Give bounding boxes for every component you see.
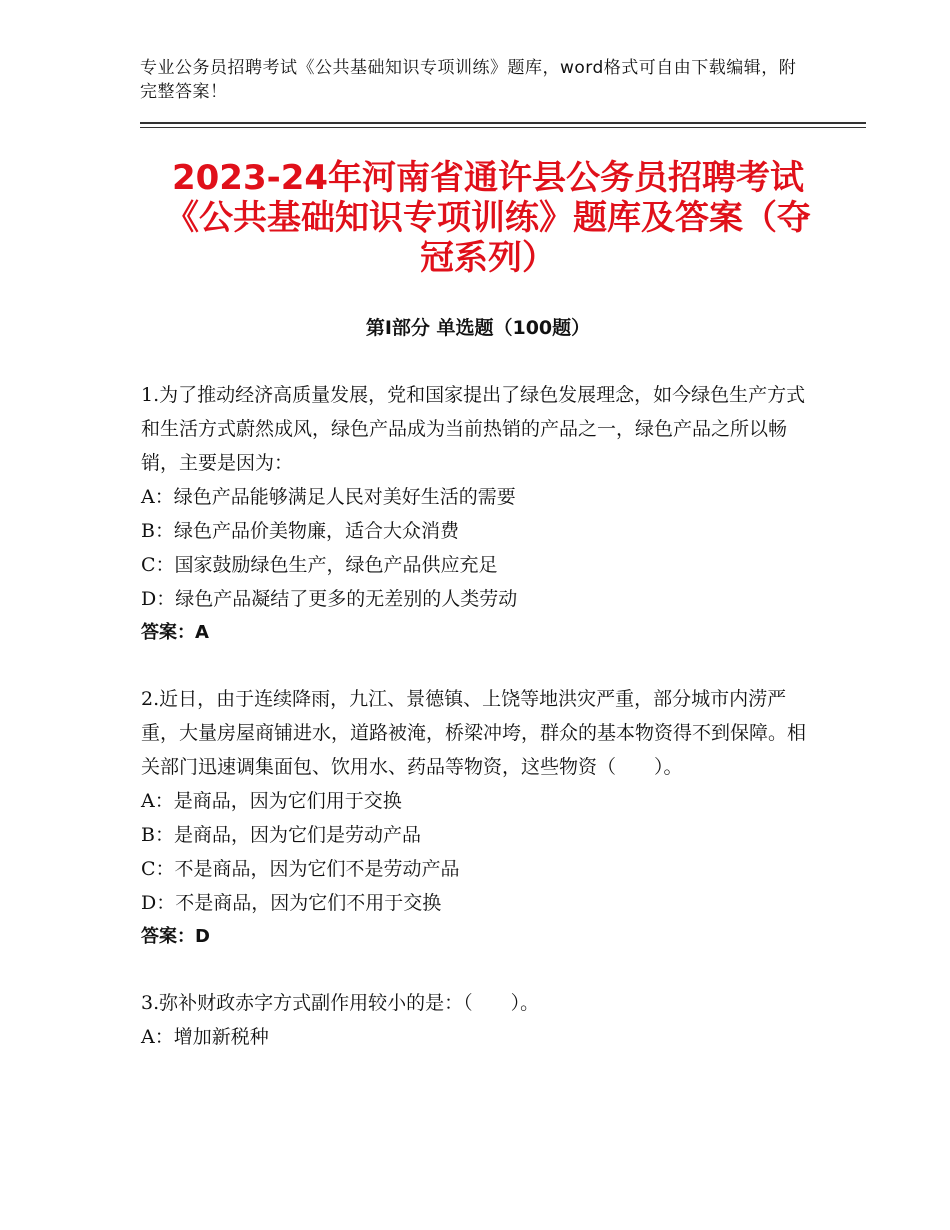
- option-c: C：不是商品，因为它们不是劳动产品: [141, 858, 460, 880]
- question-stem: 1.为了推动经济高质量发展，党和国家提出了绿色发展理念，如今绿色生产方式和生活方式蔚然成风，绿色产品成为当前热销的产品之一，绿色产品之所以畅销，主要是因为：: [141, 384, 806, 474]
- question-3: [141, 986, 811, 1054]
- option-b: B：是商品，因为它们是劳动产品: [141, 824, 421, 846]
- question-list: [141, 378, 811, 1086]
- answer: 答案：D: [141, 926, 210, 947]
- question-1: [141, 378, 811, 650]
- header-divider-thin: [140, 127, 866, 128]
- option-a: A：增加新税种: [141, 1026, 269, 1048]
- option-a: A：绿色产品能够满足人民对美好生活的需要: [141, 486, 516, 508]
- option-b: B：绿色产品价美物廉，适合大众消费: [141, 520, 459, 542]
- option-d: D：绿色产品凝结了更多的无差别的人类劳动: [141, 588, 518, 610]
- option-a: A：是商品，因为它们用于交换: [141, 790, 402, 812]
- question-stem: 2.近日，由于连续降雨，九江、景德镇、上饶等地洪灾严重，部分城市内涝严重，大量房屋商铺进水，道路被淹，桥梁冲垮，群众的基本物资得不到保障。相关部门迅速调集面包、饮用水、药品等物资，这些物资（ ）。: [141, 688, 807, 778]
- option-d: D：不是商品，因为它们不用于交换: [141, 892, 442, 914]
- header-note: 专业公务员招聘考试《公共基础知识专项训练》题库，word格式可自由下载编辑，附完整答案！: [140, 58, 797, 102]
- document-title: 2023-24年河南省通许县公务员招聘考试《公共基础知识专项训练》题库及答案（夺冠系列）: [165, 158, 811, 278]
- section-heading: 第I部分 单选题（100题）: [365, 317, 591, 339]
- option-c: C：国家鼓励绿色生产，绿色产品供应充足: [141, 554, 498, 576]
- answer: 答案：A: [141, 622, 209, 643]
- question-stem: 3.弥补财政赤字方式副作用较小的是：（ ）。: [141, 992, 540, 1014]
- header-divider-thick: [140, 122, 866, 124]
- question-2: [141, 682, 811, 954]
